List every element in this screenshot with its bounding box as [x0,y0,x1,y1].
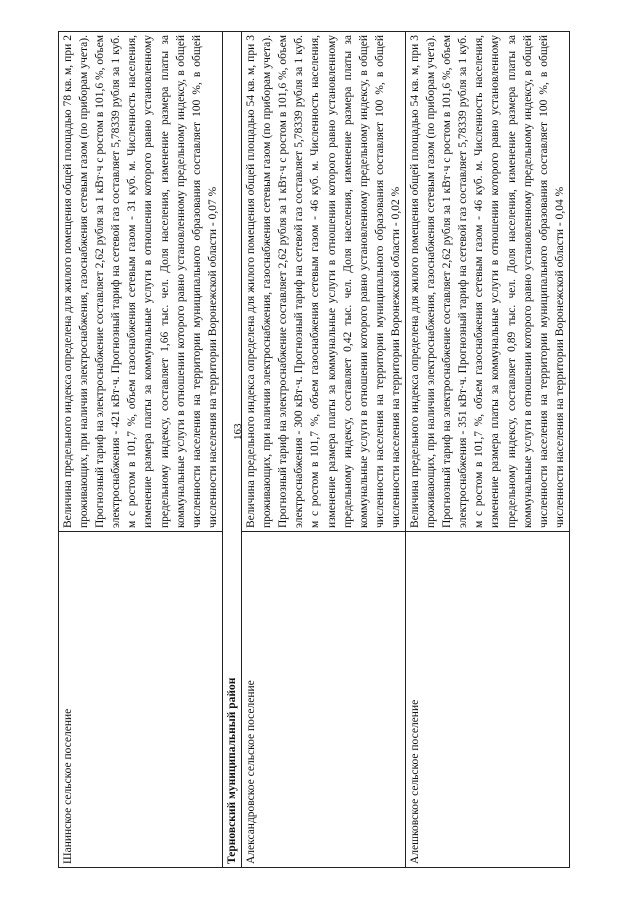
table-row [242,32,406,868]
settlement-name-cell: Шанинское сельское поселение [59,532,223,868]
table-row [405,32,569,868]
district-heading-cell: Терновский муниципальный район [222,32,241,868]
settlement-name-cell: Александровское сельское поселение [242,532,406,868]
table-row-district [222,32,241,868]
rotated-page-content [58,32,578,868]
page-number: 163 [232,423,244,440]
index-description-cell: Величина предельного индекса определена для жилого помещения общей площадью 78 кв. м, при 2 проживающих, при наличии электроснабжения, газоснабжения сетевым газом (по приборам учета). Прогнозный тариф на электроснабжение составляет 2,62 рубля за 1 кВт·ч с ростом в 101,6 %, объем электроснабжения - 421 кВт·ч. Прогнозный тариф на сетевой газ составляет 5,78339 рубля за 1 куб. м с ростом в 101,7 %, объем газоснабжения сетевым газом - 31 куб. м. Численность населения, изменение размера платы за коммунальные услуги в отношении которого равно установленному предельному индексу, составляет 1,66 тыс. чел. Доля населения, изменение размера платы за коммунальные услуги в отношении которого равно установленному предельному индексу, в общей численности населения на территории муниципального образования составляет 100 %, в общей численности населения на территории Воронежской области - 0,07 % [59,32,223,532]
tariff-index-table [58,31,570,868]
table-row [59,32,223,868]
index-description-cell: Величина предельного индекса определена для жилого помещения общей площадью 54 кв. м, при 3 проживающих, при наличии электроснабжения, газоснабжения сетевым газом (по приборам учета). Прогнозный тариф на электроснабжение составляет 2,62 рубля за 1 кВт·ч с ростом в 101,6 %, объем электроснабжения - 351 кВт·ч. Прогнозный тариф на сетевой газ составляет 5,78339 рубля за 1 куб. м с ростом в 101,7 %, объем газоснабжения сетевым газом - 46 куб. м. Численность населения, изменение размера платы за коммунальные услуги в отношении которого равно установленному предельному индексу, составляет 0,89 тыс. чел. Доля населения, изменение размера платы за коммунальные услуги в отношении которого равно установленному предельному индексу, в общей численности населения на территории муниципального образования составляет 100 %, в общей численности населения на территории Воронежской области - 0,04 % [405,32,569,532]
settlement-name-cell: Алешковское сельское поселение [405,532,569,868]
index-description-cell: Величина предельного индекса определена для жилого помещения общей площадью 54 кв. м, при 3 проживающих, при наличии электроснабжения, газоснабжения сетевым газом (по приборам учета). Прогнозный тариф на электроснабжение составляет 2,62 рубля за 1 кВт·ч с ростом в 101,6 %, объем электроснабжения - 300 кВт·ч. Прогнозный тариф на сетевой газ составляет 5,78339 рубля за 1 куб. м с ростом в 101,7 %, объем газоснабжения сетевым газом - 46 куб. м. Численность населения, изменение размера платы за коммунальные услуги в отношении которого равно установленному предельному индексу, составляет 0,42 тыс. чел. Доля населения, изменение размера платы за коммунальные услуги в отношении которого равно установленному предельному индексу, в общей численности населения на территории муниципального образования составляет 100 %, в общей численности населения на территории Воронежской области - 0,02 % [242,32,406,532]
